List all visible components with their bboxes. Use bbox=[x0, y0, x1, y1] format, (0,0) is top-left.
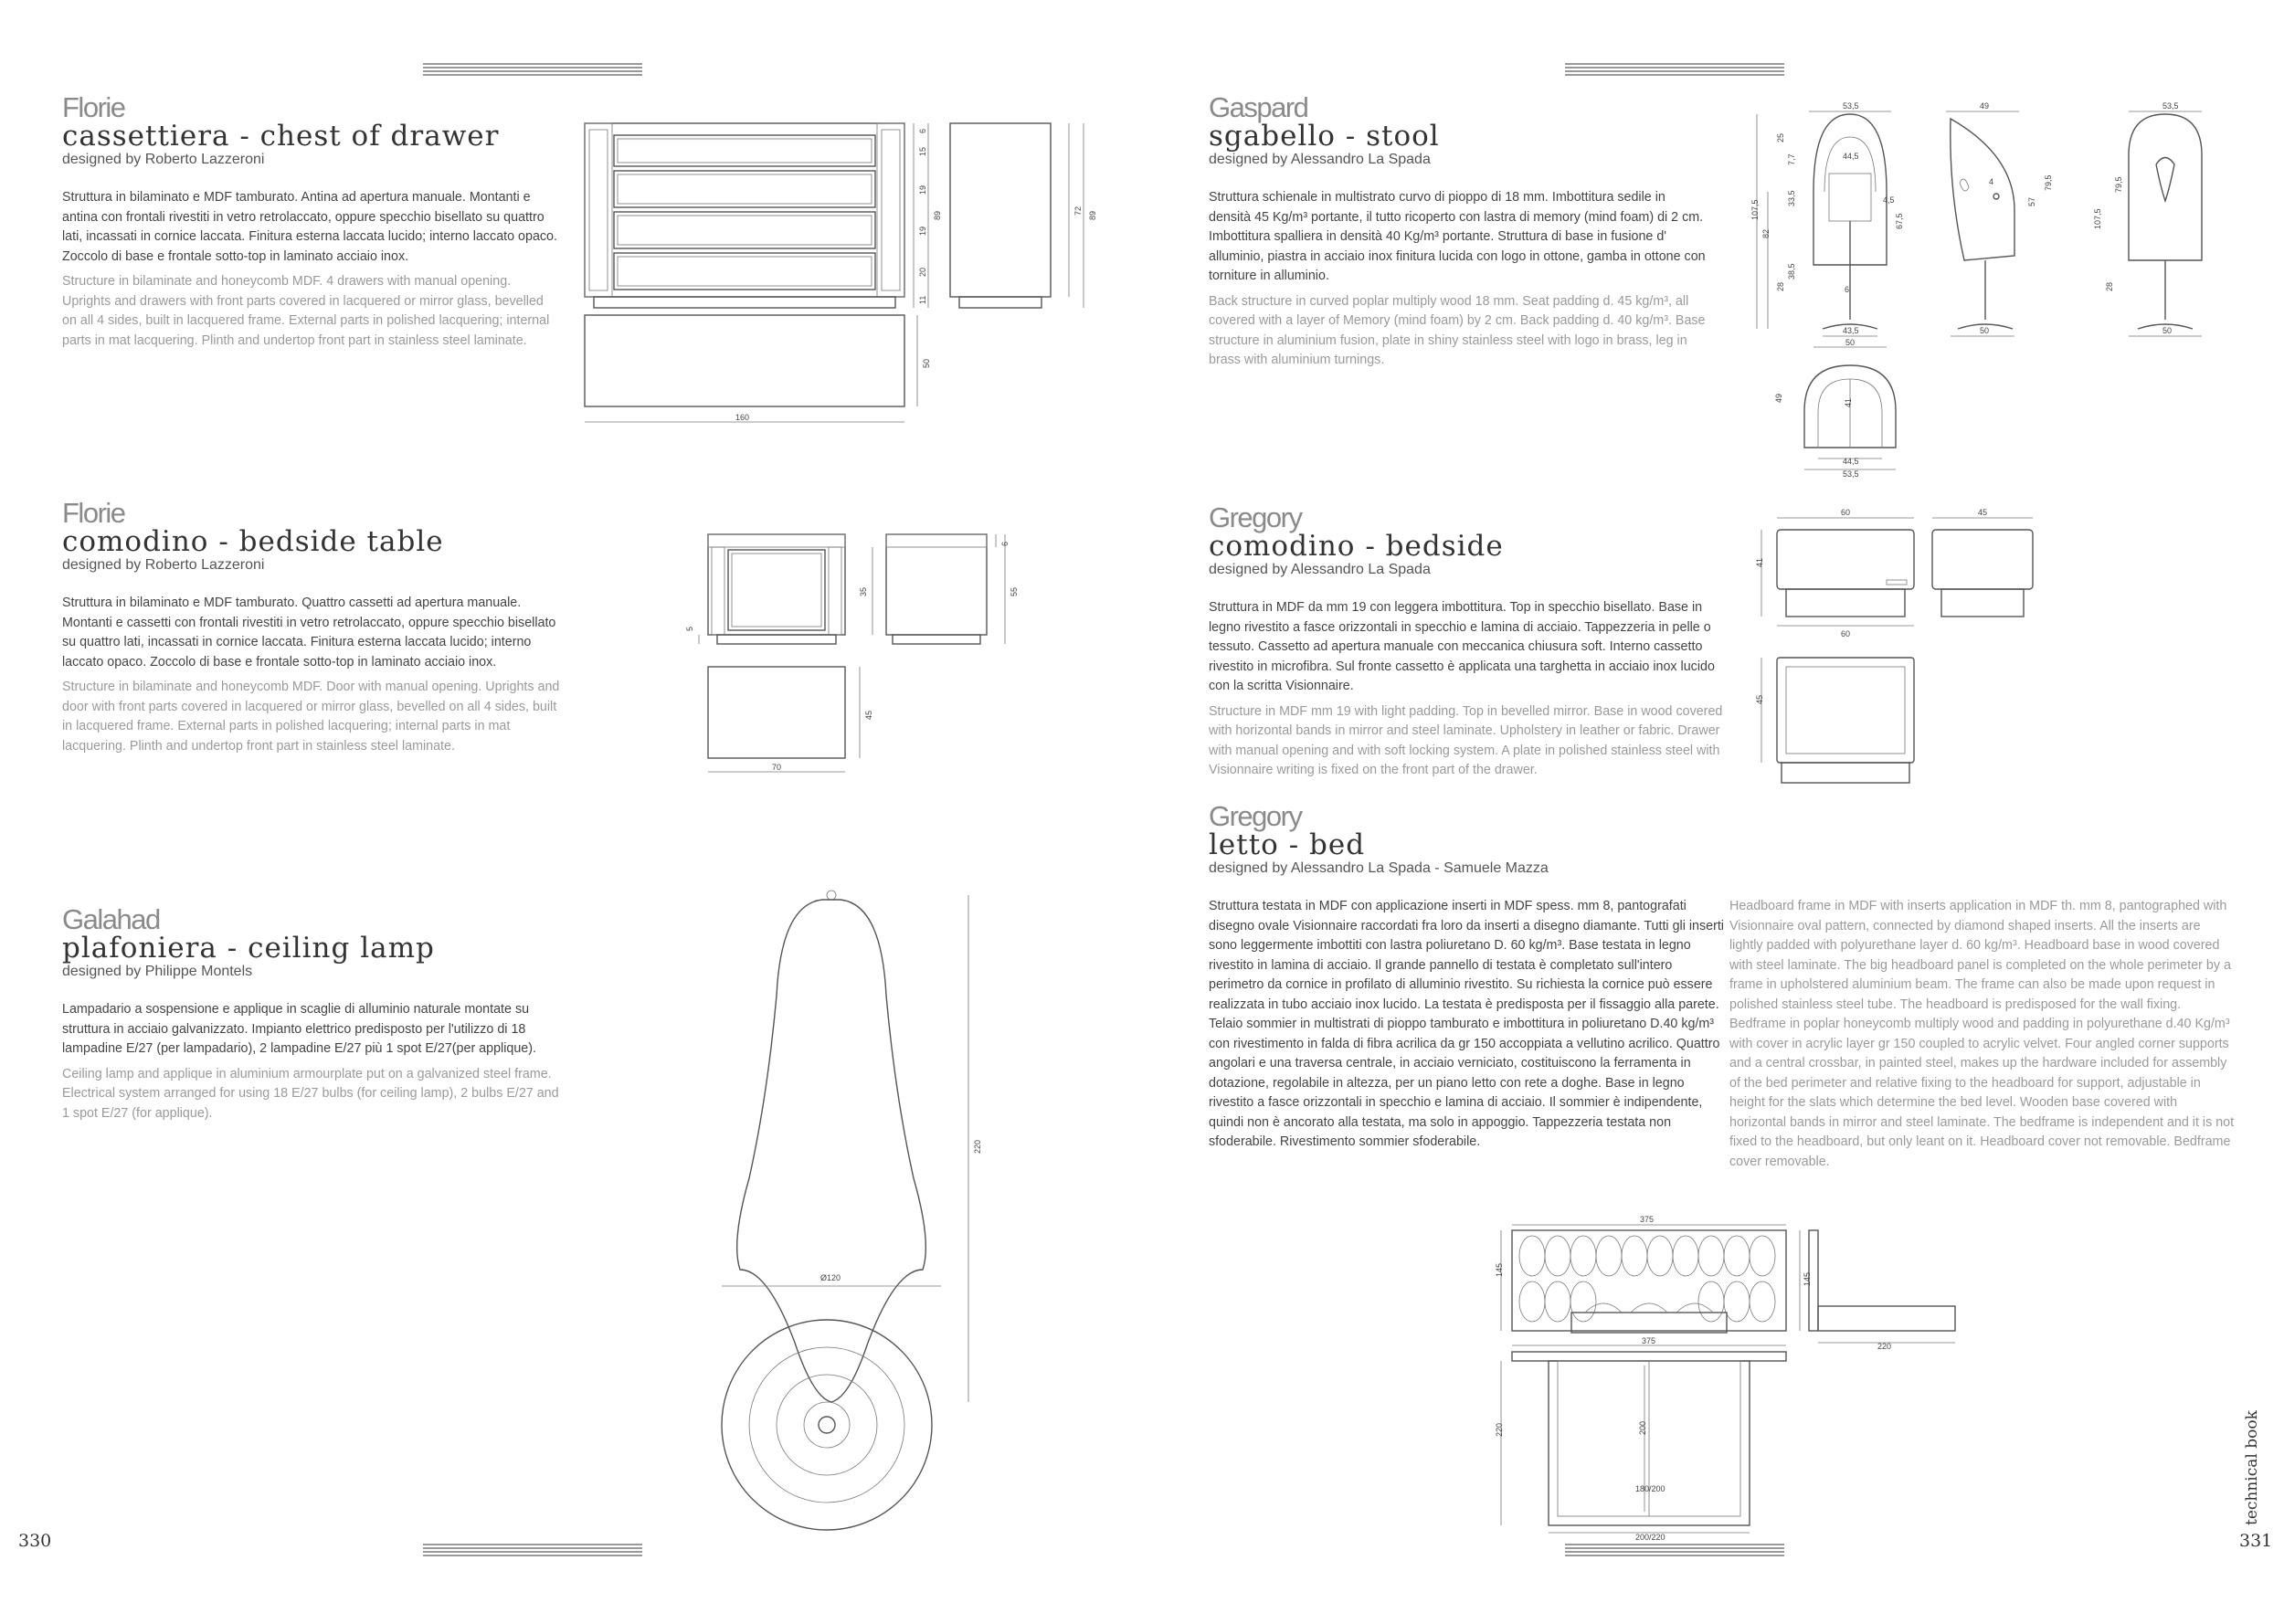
description-english: Structure in bilaminate and honeycomb MDF. Door with manual opening. Uprights and door with front parts covered in lacquered or mirror glass, bevelled on all 4 sides, built in lacquered frame. External parts in polished lacquering; internal parts in mat lacquering. Plinth and undertop front part in stainless steel laminate. bbox=[62, 680, 560, 754]
description-english: Ceiling lamp and applique in aluminium armourplate put on a galvanized steel frame. Electrical system arranged for using 18 E/27 bulbs (for ceiling lamp), 2 bulbs E/27 and 1 spot E/27 (for applique). bbox=[62, 1066, 559, 1121]
entry-florie-chest bbox=[62, 91, 560, 351]
dim-label: 220 bbox=[1877, 1342, 1892, 1351]
bottom-rule-right bbox=[1565, 1544, 1784, 1556]
entry-gregory-bed bbox=[1209, 800, 1729, 1153]
bed-drawing bbox=[1485, 1215, 1960, 1542]
stool-side-view bbox=[1946, 101, 2053, 336]
dim-label: 82 bbox=[1761, 228, 1771, 238]
description-english: Structure in MDF mm 19 with light padding. Top in bevelled mirror. Base in wood covered with horizontal bands in mirror and steel laminate. Upholstery in leather or fabric. Drawer with manual opening and with soft locking system. A plate in polished stainless steel with Visionnaire writing is fixed on the front part of the drawer. bbox=[1209, 703, 1723, 777]
bedside-top-view bbox=[708, 667, 873, 772]
stool-front-view bbox=[1750, 101, 1904, 347]
dim-label: 44,5 bbox=[1843, 152, 1859, 161]
dim-label: 28 bbox=[2105, 281, 2114, 291]
chest-drawing bbox=[566, 110, 1115, 429]
dim-label: 4 bbox=[1989, 177, 1994, 186]
stool-top-view bbox=[1774, 365, 1896, 479]
description-italian: Struttura in MDF da mm 19 con leggera imbottitura. Top in specchio bisellato. Base in legno rivestito a fasce orizzontali in specchio e lamina di acciaio. Tappezzeria in pelle o tessuto. Cassetto ad apertura manuale con meccanica chiusura soft. Interno cassetto rivestito in microfibra. Sul fronte cassetto è applicata una targhetta in acciaio inox lucido con la scritta Visionnaire. bbox=[1209, 600, 1715, 693]
dim-label: 180/200 bbox=[1635, 1484, 1665, 1493]
product-title: comodino - bedside table bbox=[62, 525, 444, 558]
dim-label: 53,5 bbox=[1843, 101, 1859, 111]
description-english: Back structure in curved poplar multiply wood 18 mm. Seat padding d. 45 kg/m³, all covered with a layer of Memory (mind foam) by 2 cm. Back padding d. 40 kg/m³. Base structure in aluminium fusion, plate in shiny stainless steel with logo in brass, leg in brass with aluminium turnings. bbox=[1209, 293, 1706, 367]
bed-side-view bbox=[1800, 1230, 1955, 1351]
dim-label: 89 bbox=[933, 210, 942, 220]
chest-top-view bbox=[585, 315, 931, 422]
dim-label: 79,5 bbox=[2114, 176, 2123, 193]
stool-drawing bbox=[1740, 100, 2284, 484]
product-title: comodino - bedside bbox=[1209, 530, 1504, 563]
dim-label: 41 bbox=[1755, 557, 1764, 567]
bed-plan-view bbox=[1495, 1352, 1786, 1542]
dim-label: 50 bbox=[922, 358, 931, 368]
chest-front-view bbox=[585, 123, 942, 308]
description-english-bed: Headboard frame in MDF with inserts application in MDF th. mm 8, pantographed with Visionnaire oval pattern, connected by diamond shaped inserts. All the inserts are lightly padded with polyurethane layer d. 60 kg/m³. Headboard base in wood covered with steel laminate. The big headboard panel is completed on the whole perimeter by a frame in upholstered aluminium beam. The frame can also be made upon request in polished stainless steel tube. The headboard is predisposed for the wall fixing. Bedframe in poplar honeycomb multiply wood and padding in polyurethane d.40 Kg/m³ with cover in acrylic layer gr 150 coupled to acrylic velvet. Four angled corner supports and a central crossbar, in painted steel, makes up the hardware included for assembly of the bed perimeter and relative fixing to the headboard for support, adjustable in height for the slats which determine the bed level. Wooden base covered with horizontal bands in mirror and steel laminate. The bedframe is independent and it is not fixed to the headboard, but only leant on it. Headboard cover not removable. Bedframe cover removable. bbox=[1729, 899, 2235, 1169]
dim-label: 145 bbox=[1803, 1271, 1812, 1286]
dim-label: 49 bbox=[1980, 101, 1990, 111]
entry-galahad-lamp bbox=[62, 903, 560, 1123]
collection-name: Gregory bbox=[1209, 800, 1302, 832]
gregory-bedside-top-view bbox=[1755, 658, 1914, 783]
dim-label: 79,5 bbox=[2044, 174, 2053, 191]
ceiling-lamp-plan bbox=[717, 1315, 936, 1534]
product-title: letto - bed bbox=[1209, 828, 1366, 861]
dim-label: 38,5 bbox=[1787, 263, 1796, 279]
dim-label: 20 bbox=[918, 267, 927, 277]
entry-gregory-bedside bbox=[1209, 501, 1729, 781]
dim-label: 53,5 bbox=[1843, 469, 1859, 479]
dim-label: 60 bbox=[1841, 508, 1851, 517]
dim-label: 28 bbox=[1776, 281, 1785, 291]
dim-label: 6 bbox=[1000, 541, 1010, 546]
dim-label: 19 bbox=[918, 185, 927, 195]
entry-florie-bedside bbox=[62, 497, 560, 756]
dim-label: 220 bbox=[1495, 1422, 1504, 1437]
dim-label: 50 bbox=[1845, 338, 1856, 347]
dim-label: 44,5 bbox=[1843, 457, 1859, 466]
description-italian: Struttura schienale in multistrato curvo di pioppo di 18 mm. Imbottitura sedile in densità 45 Kg/m³ portante, il tutto ricoperto con lastra di memory (mind foam) di 2 cm. Imbottitura spalliera in densità 40 Kg/m³ portante. Struttura di base in fusione d' alluminio, piastra in acciaio inox finitura lucida con logo in ottone, gamba in ottone con torniture in alluminio. bbox=[1209, 190, 1706, 283]
description-italian: Struttura in bilaminato e MDF tamburato. Antina ad apertura manuale. Montanti e antina con frontali rivestiti in vetro retrolaccato, oppure specchio bisellato su quattro lati, incassati in cornice laccata. Finitura esterna laccata lucido; interno laccato opaco. Zoccolo di base e frontale sotto-top in laminato acciaio inox. bbox=[62, 190, 557, 264]
designer-credit: designed by Roberto Lazzeroni bbox=[62, 557, 265, 573]
gregory-bedside-side-view bbox=[1932, 508, 2033, 617]
dim-label: 67,5 bbox=[1895, 213, 1904, 229]
dim-label: 33,5 bbox=[1787, 190, 1796, 206]
description-italian: Lampadario a sospensione e applique in scaglie di alluminio naturale montate su struttura in acciaio galvanizzato. Impianto elettrico predisposto per l'utilizzo di 18 lampadine E/27 (per lampadario), 2 lampadine E/27 più 1 spot E/27(per applique). bbox=[62, 1002, 536, 1056]
dim-label: 15 bbox=[918, 146, 927, 156]
dim-label: 45 bbox=[864, 710, 873, 720]
dim-label: 25 bbox=[1776, 132, 1785, 142]
bedside-table-drawing bbox=[681, 530, 1046, 786]
dim-label: 200 bbox=[1638, 1420, 1647, 1435]
collection-name: Galahad bbox=[62, 903, 160, 935]
product-title: plafoniera - ceiling lamp bbox=[62, 932, 435, 965]
product-title: cassettiera - chest of drawer bbox=[62, 120, 500, 153]
chest-side-view bbox=[950, 123, 1097, 308]
bottom-rule-left bbox=[423, 1544, 642, 1556]
dim-label: 72 bbox=[1073, 206, 1083, 216]
bed-front-view bbox=[1495, 1215, 1786, 1345]
gregory-bedside-front-view bbox=[1755, 508, 1914, 638]
description-italian: Struttura testata in MDF con applicazione inserti in MDF spess. mm 8, pantografati disegno ovale Visionnaire raccordati fra loro da inserti a disegno diamante. Tutti gli inserti sono leggermente imbottiti con lastra poliuretano D. 60 kg/m³. Base testata in legno rivestito in lamina di acciaio. Il grande pannello di testata è completato sull'intero perimetro da cornice in profilato di alluminio rivestito. Su richiesta la cornice può essere realizzata in tubo acciaio inox lucido. La testata è predisposta per il fissaggio alla parete. Telaio sommier in multistrati di pioppo tamburato e imbottitura in poliuretano D.40 kg/m³ con rivestimento in falda di fibra acrilica da gr 150 accoppiata a vellutino acrilico. Quattro angolari e una traversa centrale, in acciaio verniciato, costituiscono la ferramenta in dotazione, regolabile in altezza, per un piano letto con rete a doghe. Base in legno rivestito a fasce orizzontali in specchio e lamina di acciaio. Il sommier è indipendente, quindi non è ancorato alla testata, ma solo in appoggio. Tappezzeria testata non sfoderabile. Rivestimento sommier sfoderabile. bbox=[1209, 899, 1724, 1149]
description-italian: Struttura in bilaminato e MDF tamburato. Quattro cassetti ad apertura manuale. Montanti e cassetti con frontali rivestiti in vetro retrolaccato, oppure specchio bisellato su quattro lati, incassati in cornice laccata. Finitura esterna laccata lucido; interno laccato opaco. Zoccolo di base e frontale sotto-top in laminato acciaio inox. bbox=[62, 596, 556, 670]
bedside-side-view bbox=[859, 534, 1019, 644]
gregory-bedside-drawing bbox=[1745, 507, 2046, 799]
dim-label: 107,5 bbox=[2093, 208, 2102, 229]
dim-label: 50 bbox=[2162, 326, 2173, 335]
designer-credit: designed by Alessandro La Spada bbox=[1209, 562, 1431, 577]
dim-label: 35 bbox=[859, 586, 868, 596]
collection-name: Gaspard bbox=[1209, 91, 1308, 123]
dim-label: 57 bbox=[2027, 196, 2036, 206]
top-rule-right bbox=[1565, 63, 1784, 76]
dim-label: 6 bbox=[918, 128, 927, 133]
dim-label: 220 bbox=[973, 1139, 982, 1154]
collection-name: Florie bbox=[62, 497, 125, 529]
dim-label: 45 bbox=[1978, 508, 1988, 517]
top-rule-left bbox=[423, 63, 642, 76]
description-english: Structure in bilaminate and honeycomb MDF. 4 drawers with manual opening. Uprights and drawers with front parts covered in lacquered or mirror glass, bevelled on all 4 sides, built in lacquered frame. External parts in polished lacquering; internal parts in mat lacquering. Plinth and undertop front part in stainless steel laminate. bbox=[62, 274, 550, 348]
dim-label: 60 bbox=[1841, 629, 1851, 638]
dim-label: 70 bbox=[772, 763, 782, 772]
dim-label: 45 bbox=[1755, 694, 1764, 704]
product-title: sgabello - stool bbox=[1209, 120, 1440, 153]
dim-label: 7,7 bbox=[1787, 153, 1796, 165]
dim-label: 49 bbox=[1774, 393, 1783, 403]
page-number-left: 330 bbox=[18, 1531, 52, 1551]
side-label: technical book bbox=[2243, 1410, 2261, 1525]
dim-label: 11 bbox=[918, 295, 927, 304]
dim-label: 6 bbox=[1845, 285, 1850, 294]
dim-label: 41 bbox=[1844, 397, 1853, 407]
dim-label: 4,5 bbox=[1883, 195, 1895, 205]
collection-name: Gregory bbox=[1209, 501, 1302, 533]
dim-label: 19 bbox=[918, 226, 927, 236]
dim-label: 43,5 bbox=[1843, 326, 1859, 335]
dim-label: 200/220 bbox=[1635, 1533, 1665, 1542]
page-number-right: 331 bbox=[2239, 1531, 2273, 1551]
designer-credit: designed by Alessandro La Spada bbox=[1209, 152, 1431, 167]
dim-label: 375 bbox=[1642, 1336, 1656, 1345]
bedside-front-view bbox=[685, 534, 845, 644]
entry-gaspard-stool bbox=[1209, 91, 1707, 371]
designer-credit: designed by Roberto Lazzeroni bbox=[62, 152, 265, 167]
dim-label: 50 bbox=[1980, 326, 1990, 335]
dim-label: 160 bbox=[735, 413, 750, 422]
designer-credit: designed by Philippe Montels bbox=[62, 964, 253, 979]
stool-back-view bbox=[2093, 101, 2202, 336]
dim-label: 53,5 bbox=[2162, 101, 2179, 111]
dim-label: 375 bbox=[1640, 1215, 1655, 1224]
designer-credit: designed by Alessandro La Spada - Samuele Mazza bbox=[1209, 860, 1549, 876]
collection-name: Florie bbox=[62, 91, 125, 123]
dim-label: 107,5 bbox=[1750, 199, 1760, 220]
dim-label: Ø120 bbox=[820, 1273, 841, 1282]
dim-label: 5 bbox=[685, 626, 694, 631]
dim-label: 55 bbox=[1010, 586, 1019, 596]
dim-label: 89 bbox=[1088, 210, 1097, 220]
dim-label: 145 bbox=[1495, 1262, 1504, 1277]
